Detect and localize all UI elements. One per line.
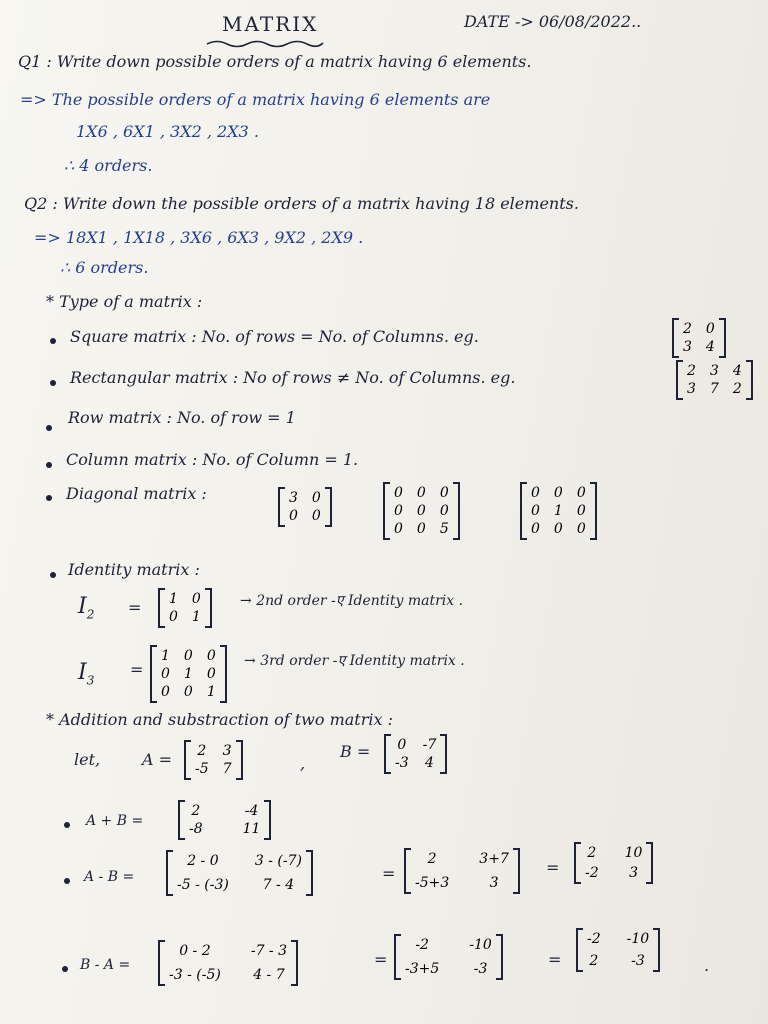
matrix-entry: 0 (161, 684, 170, 701)
types-heading: * Type of a matrix : (46, 292, 203, 311)
matrix-entry: 0 (439, 485, 449, 501)
difference-step2-matrix (404, 848, 520, 894)
matrix-entry: -5 (195, 761, 209, 778)
q1-orders: 1X6 , 6X1 , 3X2 , 2X3 . (76, 122, 259, 141)
equals-sign: = (546, 858, 560, 877)
matrix-entry: 3 (489, 875, 499, 892)
identity-i2-description: → 2nd order -ए Identity matrix . (240, 593, 464, 609)
q2-orders: => 18X1 , 1X18 , 3X6 , 6X3 , 9X2 , 2X9 . (34, 228, 364, 247)
matrix-entry: 3 (222, 743, 232, 759)
matrix-entry: 3 (687, 381, 696, 398)
matrix-entry: 0 (416, 485, 426, 501)
sum-matrix (178, 800, 271, 840)
matrix-entry: -2 (415, 937, 429, 953)
matrix-entry: 0 (289, 508, 298, 525)
matrix-entry: -10 (469, 937, 492, 953)
matrix-entry: 0 (394, 503, 403, 520)
matrix-entry: 2 (589, 953, 599, 970)
matrix-entry: 0 (183, 648, 193, 664)
matrix-entry: 0 (576, 503, 586, 520)
matrix-entry: 2 (191, 803, 201, 819)
period: . (704, 956, 710, 975)
bullet-dot (46, 425, 52, 431)
matrix-entry: 3 (709, 363, 719, 379)
identity-i3-symbol: $I_3$ (78, 660, 95, 688)
title-underline (205, 38, 325, 48)
equals-sign: = (130, 660, 144, 679)
addition-heading: * Addition and substraction of two matrix : (46, 710, 393, 729)
matrix-entry: 0 (191, 591, 201, 607)
matrix-entry: -2 (585, 865, 599, 882)
reverse-difference-result-matrix (576, 928, 660, 972)
matrix-entry: 0 (394, 485, 403, 501)
identity-i2-symbol: $I_2$ (78, 594, 95, 622)
matrix-entry: 0 (206, 648, 216, 664)
matrix-entry: 3 - (-7) (254, 853, 302, 869)
reverse-difference-label: B - A = (80, 957, 131, 973)
matrix-entry: 7 (709, 381, 719, 398)
difference-step1-matrix (166, 850, 313, 896)
matrix-entry: -5+3 (415, 875, 450, 892)
sum-label: A + B = (86, 813, 144, 829)
difference-result-matrix (574, 842, 653, 884)
bullet-dot (50, 380, 56, 386)
matrix-entry: 1 (169, 591, 178, 607)
matrix-entry: 1 (191, 609, 201, 626)
comma: , (300, 754, 306, 773)
matrix-entry: 4 (732, 363, 742, 379)
bullet-dot (50, 572, 56, 578)
matrix-entry: 0 (531, 521, 540, 538)
matrix-entry: 0 (183, 684, 193, 701)
matrix-entry: 4 - 7 (253, 967, 285, 984)
column-matrix-text: Column matrix : No. of Column = 1. (66, 450, 359, 469)
matrix-entry: 2 (687, 363, 696, 379)
matrix-entry: 0 (576, 485, 586, 501)
row-matrix-text: Row matrix : No. of row = 1 (68, 408, 296, 427)
matrix-a (184, 740, 243, 780)
matrix-entry: 0 (531, 503, 540, 520)
square-matrix-text: Square matrix : No. of rows = No. of Columns. eg. (70, 327, 479, 346)
matrix-entry: -7 - 3 (250, 943, 288, 959)
matrix-entry: -2 (587, 931, 601, 947)
matrix-entry: -3 (395, 755, 409, 772)
bullet-dot (46, 462, 52, 468)
bullet-dot (64, 822, 70, 828)
matrix-entry: 2 (732, 381, 742, 398)
matrix-entry: -3 - (-5) (169, 967, 221, 984)
matrix-entry: -10 (626, 931, 650, 947)
matrix-entry: 0 (553, 521, 563, 538)
matrix-entry: 0 (553, 485, 563, 501)
matrix-entry: 1 (206, 684, 216, 701)
equals-sign: = (128, 598, 142, 617)
matrix-entry: 3 (289, 490, 298, 506)
matrix-entry: -3 (473, 961, 488, 978)
matrix-entry: 0 (416, 521, 426, 538)
reverse-difference-step1-matrix (158, 940, 298, 986)
identity-2x2-matrix (158, 588, 212, 628)
matrix-entry: 0 (416, 503, 426, 520)
matrix-entry: 3+7 (479, 851, 509, 867)
matrix-entry: -5 - (-3) (177, 877, 229, 894)
a-label: A = (142, 750, 173, 769)
matrix-entry: 1 (161, 648, 170, 664)
bullet-dot (50, 338, 56, 344)
matrix-entry: 7 (222, 761, 232, 778)
matrix-entry: 10 (624, 845, 643, 861)
diagonal-example-3x3-b (520, 482, 597, 540)
matrix-entry: 2 (427, 851, 437, 867)
matrix-entry: 0 (311, 508, 321, 525)
matrix-entry: 3 (683, 339, 692, 356)
matrix-entry: 2 (197, 743, 207, 759)
diagonal-matrix-text: Diagonal matrix : (66, 484, 207, 503)
matrix-entry: 0 (531, 485, 540, 501)
q2-question: Q2 : Write down the possible orders of a matrix having 18 elements. (24, 194, 579, 213)
diagonal-example-3x3 (383, 482, 460, 540)
equals-sign: = (382, 864, 396, 883)
equals-sign: = (548, 950, 562, 969)
rectangular-matrix-text: Rectangular matrix : No of rows ≠ No. of Columns. eg. (70, 368, 516, 387)
matrix-entry: 0 (311, 490, 321, 506)
identity-i3-description: → 3rd order -ए Identity matrix . (244, 653, 465, 669)
bullet-dot (62, 966, 68, 972)
identity-heading: Identity matrix : (68, 560, 200, 579)
q1-conclusion: ∴ 4 orders. (64, 156, 153, 175)
let-text: let, (74, 750, 101, 769)
identity-3x3-matrix (150, 645, 227, 703)
matrix-entry: 4 (705, 339, 715, 356)
reverse-difference-step2-matrix (394, 934, 503, 980)
date-label: DATE -> 06/08/2022.. (464, 12, 642, 31)
square-matrix-example (672, 318, 726, 358)
matrix-b (384, 734, 447, 774)
matrix-entry: 0 (169, 609, 178, 626)
matrix-entry: 0 (705, 321, 715, 337)
matrix-entry: 0 (394, 521, 403, 538)
matrix-entry: 0 (161, 666, 170, 683)
matrix-entry: -4 (244, 803, 259, 819)
matrix-entry: 0 - 2 (179, 943, 211, 959)
equals-sign: = (374, 950, 388, 969)
q1-answer-line: => The possible orders of a matrix having 6 elements are (20, 90, 491, 109)
matrix-entry: -8 (189, 821, 203, 838)
matrix-entry: 7 - 4 (262, 877, 295, 894)
matrix-entry: 0 (439, 503, 449, 520)
matrix-entry: 5 (439, 521, 449, 538)
bullet-dot (46, 495, 52, 501)
matrix-entry: 1 (183, 666, 193, 683)
matrix-entry: -3 (631, 953, 645, 970)
matrix-entry: 4 (425, 755, 434, 772)
difference-label: A - B = (84, 869, 135, 885)
matrix-entry: 0 (206, 666, 216, 683)
matrix-entry: 2 - 0 (187, 853, 219, 869)
b-label: B = (340, 742, 371, 761)
matrix-entry: -7 (422, 737, 437, 753)
page-title: MATRIX (222, 12, 319, 36)
q2-conclusion: ∴ 6 orders. (60, 258, 149, 277)
matrix-entry: 0 (397, 737, 407, 753)
matrix-entry: 1 (553, 503, 563, 520)
matrix-entry: 11 (242, 821, 261, 838)
bullet-dot (64, 878, 70, 884)
matrix-entry: 3 (629, 865, 639, 882)
matrix-entry: 2 (587, 845, 597, 861)
matrix-entry: -3+5 (405, 961, 440, 978)
matrix-entry: 0 (576, 521, 586, 538)
q1-question: Q1 : Write down possible orders of a matrix having 6 elements. (18, 52, 532, 71)
rectangular-matrix-example (676, 360, 753, 400)
matrix-entry: 2 (683, 321, 692, 337)
diagonal-example-2x2 (278, 487, 332, 527)
